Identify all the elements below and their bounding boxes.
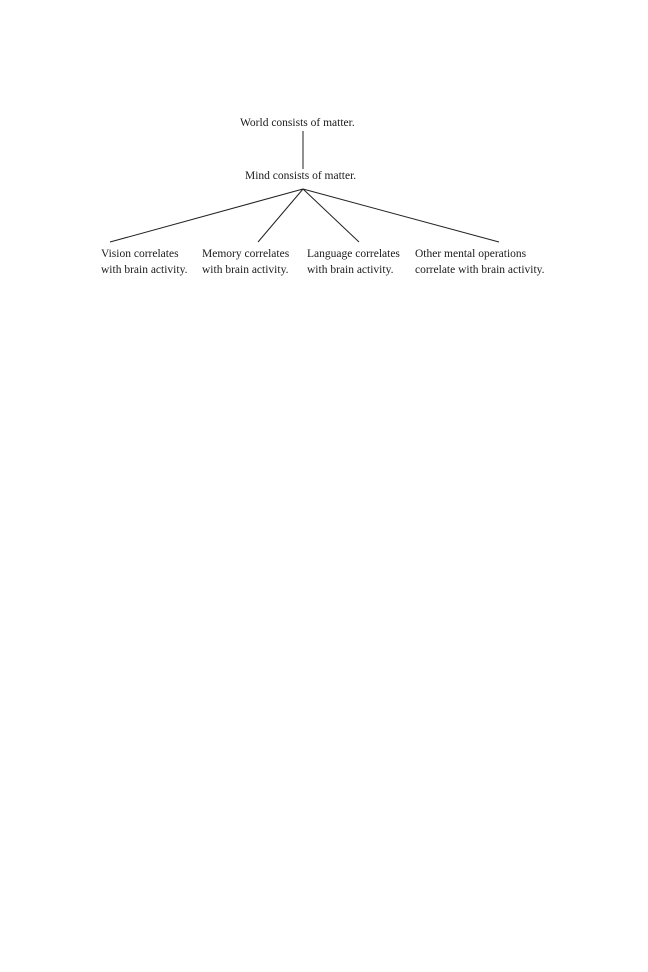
leaf-node-vision: [101, 246, 187, 278]
leaf-line-2: correlate with brain activity.: [415, 264, 545, 276]
edge-mind-to-other: [303, 189, 499, 242]
leaf-line-2: with brain activity.: [307, 264, 394, 276]
leaf-node-language: [307, 246, 400, 278]
leaf-node-memory: [202, 246, 289, 278]
root-node-label: World consists of matter.: [240, 117, 355, 129]
root-node: [240, 115, 355, 131]
edge-mind-to-memory: [258, 189, 303, 242]
leaf-line-2: with brain activity.: [202, 264, 289, 276]
leaf-line-2: with brain activity.: [101, 264, 188, 276]
leaf-line-1: Memory correlates: [202, 248, 290, 260]
edge-mind-to-vision: [110, 189, 303, 242]
mind-node-label: Mind consists of matter.: [245, 170, 357, 182]
leaf-line-1: Language correlates: [307, 248, 400, 260]
leaf-line-1: Vision correlates: [101, 248, 179, 260]
mind-node: [245, 168, 356, 184]
leaf-node-other: [415, 246, 545, 278]
leaf-line-1: Other mental operations: [415, 248, 527, 260]
